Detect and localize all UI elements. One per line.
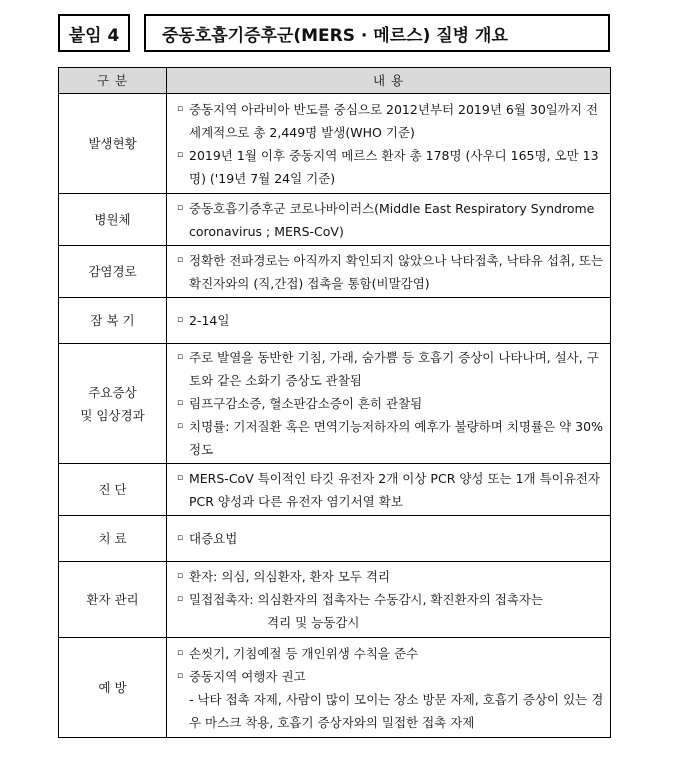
table-row: [59, 298, 611, 344]
row-label: 치 료: [59, 516, 167, 562]
bullet-icon: ▫: [177, 352, 184, 362]
table-row: [59, 94, 611, 194]
bullet-icon: ▫: [177, 571, 184, 581]
bullet-icon: ▫: [177, 254, 184, 265]
table-row: [59, 464, 611, 516]
bullet-icon: ▫: [177, 398, 184, 408]
row-content: [167, 246, 611, 298]
row-label: 감염경로: [59, 246, 167, 298]
bullet-icon: ▫: [177, 670, 184, 681]
row-content: [167, 562, 611, 638]
list-item: ▫ 중동지역 아라비아 반도를 중심으로 2012년부터 2019년 6월 30일까지 전 세계적으로 총 2,449명 발생(WHO 기준): [177, 98, 604, 144]
document-header: [58, 14, 610, 52]
row-label: 주요증상 및 임상경과: [59, 344, 167, 464]
bullet-icon: ▫: [177, 533, 184, 543]
list-item: ▫ 중동호흡기증후군 코로나바이러스(Middle East Respiratory Syndrome coronavirus ; MERS-CoV): [177, 197, 604, 243]
list-item: ▫ 환자: 의심, 의심환자, 환자 모두 격리: [177, 565, 604, 588]
table-row: [59, 344, 611, 464]
list-item: ▫ 치명률: 기저질환 혹은 면역기능저하자의 예후가 불량하며 치명률은 약 30% 정도: [177, 415, 604, 461]
row-label: 환자 관리: [59, 562, 167, 638]
bullet-icon: ▫: [177, 315, 184, 325]
list-item: ▫ 대증요법: [177, 527, 604, 550]
row-content: [167, 194, 611, 246]
bullet-icon: ▫: [177, 103, 184, 114]
bullet-icon: ▫: [177, 647, 184, 658]
column-header-category: 구 분: [59, 68, 167, 94]
bullet-icon: ▫: [177, 594, 184, 604]
row-content: [167, 298, 611, 344]
list-item-continuation: 격리 및 능동감시: [267, 615, 360, 630]
list-item: ▫ MERS-CoV 특이적인 타깃 유전자 2개 이상 PCR 양성 또는 1개 특이유전자 PCR 양성과 다른 유전자 염기서열 확보: [177, 467, 604, 513]
table-row: [59, 516, 611, 562]
row-content: [167, 516, 611, 562]
bullet-icon: ▫: [177, 202, 184, 213]
disease-overview-table: [58, 67, 611, 738]
table-row: [59, 638, 611, 738]
column-header-content: 내 용: [167, 68, 611, 94]
list-item: ▫ 정확한 전파경로는 아직까지 확인되지 않았으나 낙타접촉, 낙타유 섭취, 또는 확진자와의 (직,간접) 접촉을 통함(비말감염): [177, 249, 604, 295]
list-item: ▫ 중동지역 여행자 권고: [177, 665, 604, 688]
row-label: 병원체: [59, 194, 167, 246]
row-label: 잠 복 기: [59, 298, 167, 344]
bullet-icon: ▫: [177, 149, 184, 160]
table-row: [59, 246, 611, 298]
list-item: ▫ 2019년 1월 이후 중동지역 메르스 환자 총 178명 (사우디 165명, 오만 13명) ('19년 7월 24일 기준): [177, 144, 604, 190]
row-content: [167, 464, 611, 516]
row-content: [167, 344, 611, 464]
document-title: 중동호흡기증후군(MERS · 메르스) 질병 개요: [144, 14, 610, 52]
table-row: [59, 194, 611, 246]
table-header-row: [59, 68, 611, 94]
row-label: 발생현황: [59, 94, 167, 194]
list-item: ▫ 손씻기, 기침예절 등 개인위생 수칙을 준수: [177, 642, 604, 665]
row-label: 예 방: [59, 638, 167, 738]
bullet-icon: ▫: [177, 472, 184, 483]
list-item: ▫ 밀접접촉자: 의심환자의 접촉자는 수동감시, 확진환자의 접촉자는: [177, 588, 604, 611]
list-item: ▫ 림프구감소증, 혈소판감소증이 흔히 관찰됨: [177, 392, 604, 415]
list-item: ▫ 2-14일: [177, 309, 604, 332]
list-item: ▫ 주로 발열을 동반한 기침, 가래, 숨가쁨 등 호흡기 증상이 나타나며, 설사, 구토와 같은 소화기 증상도 관찰됨: [177, 346, 604, 392]
row-label: 진 단: [59, 464, 167, 516]
attachment-badge: 붙임 4: [58, 14, 130, 52]
table-row: [59, 562, 611, 638]
row-content: [167, 638, 611, 738]
row-content: [167, 94, 611, 194]
bullet-icon: ▫: [177, 421, 184, 431]
sub-item: - 낙타 접촉 자제, 사람이 많이 모이는 장소 방문 자제, 호흡기 증상이 있는 경우 마스크 착용, 호흡기 증상자와의 밀접한 접촉 자제: [189, 691, 604, 730]
